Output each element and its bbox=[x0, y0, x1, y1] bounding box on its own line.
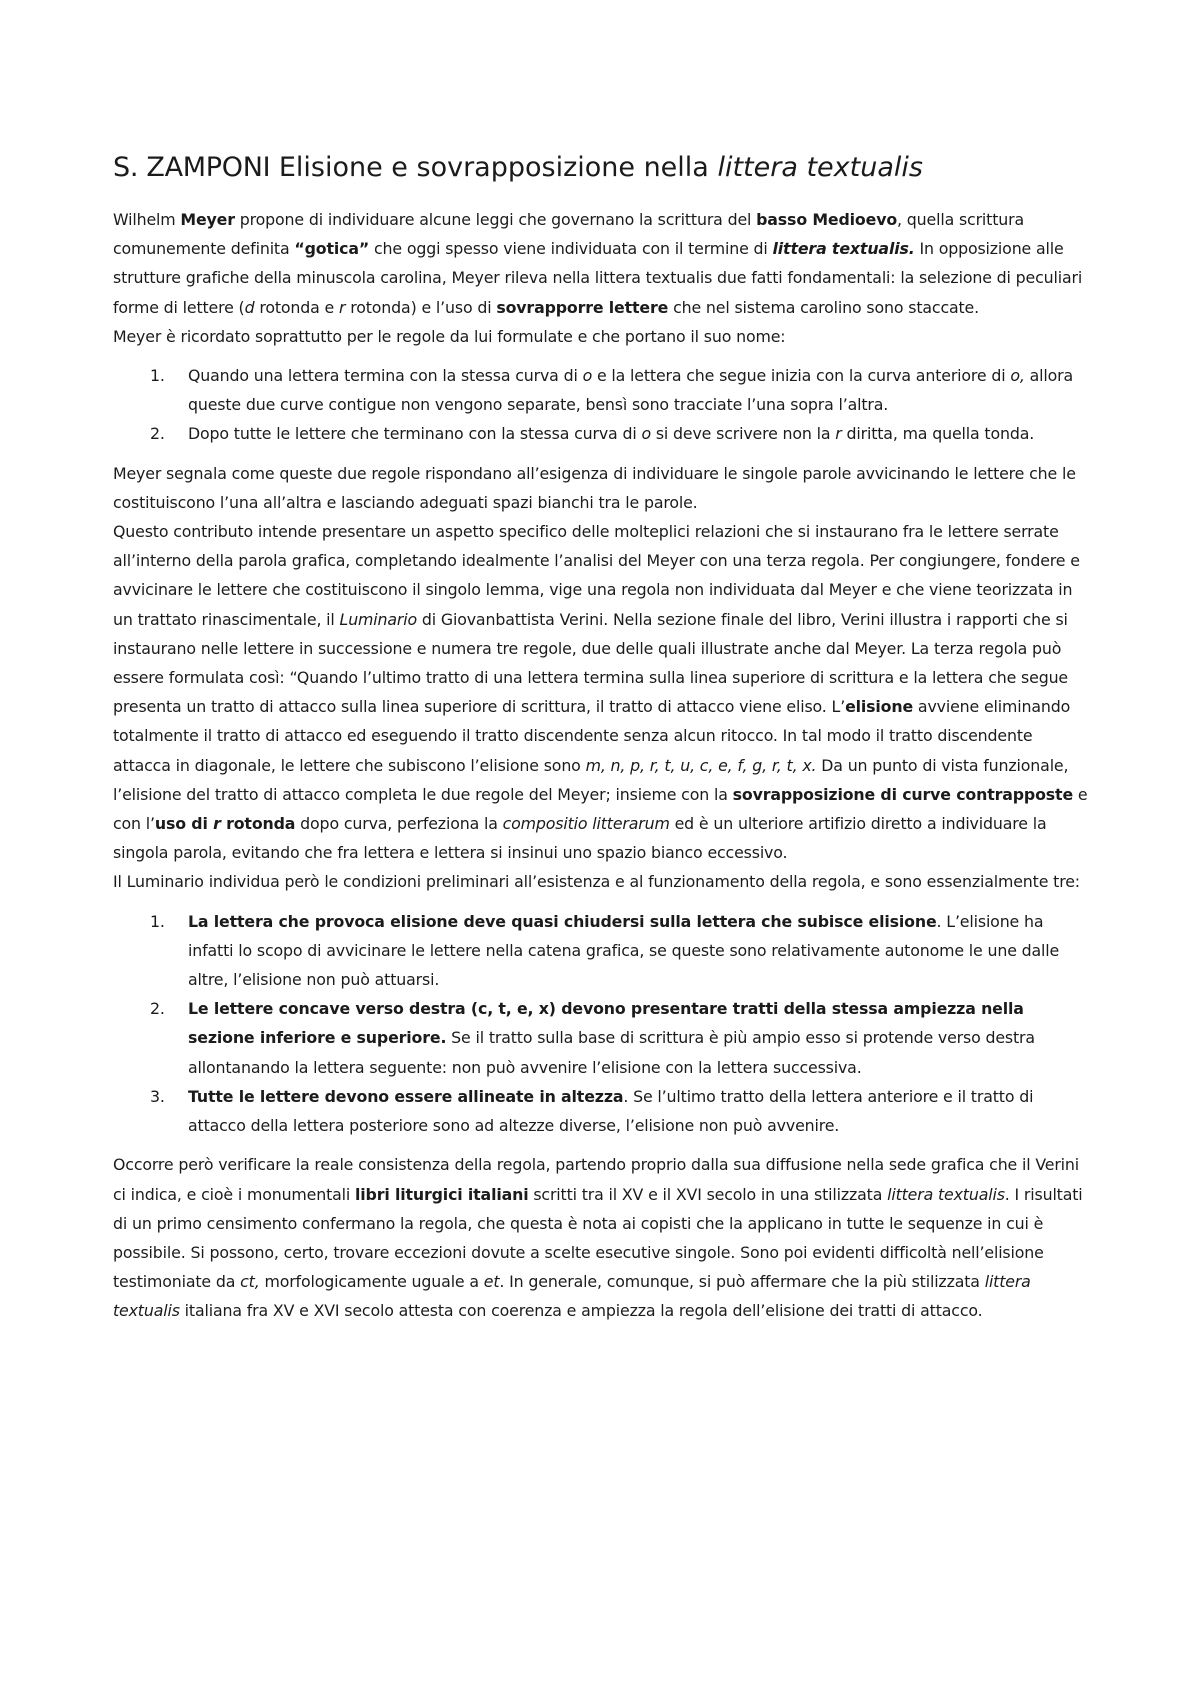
bold-span: uso di bbox=[154, 814, 214, 834]
text-span: Questo contributo intende presentare un aspetto specifico delle molteplici relazioni che si instaurano fra le lettere serrate all’interno della parola grafica, completando idealmente l’analisi del Meyer con una terza regola. Per congiungere, fondere e avvicinare le lettere che costituiscono il singolo lemma, vige una regola non individuata dal Meyer e che viene teorizzata in un trattato rinascimentale, il bbox=[113, 522, 1080, 629]
list-number: 2. bbox=[150, 424, 165, 444]
text-span: Quando una lettera termina con la stessa curva di bbox=[188, 366, 583, 386]
italic-span: r bbox=[339, 297, 346, 317]
text-span: rotonda e bbox=[254, 297, 339, 317]
italic-span: Luminario bbox=[339, 609, 418, 629]
bold-span: Le lettere concave verso destra (c, t, e, x) devono presentare tratti della stessa ampiezza nella sezione inferiore e superiore. bbox=[188, 999, 1024, 1048]
list-number: 2. bbox=[150, 999, 165, 1019]
bold-span: Meyer bbox=[180, 210, 235, 229]
italic-span: compositio litterarum bbox=[502, 814, 670, 834]
paragraph-5: Il Luminario individua però le condizioni preliminari all’esistenza e al funzionamento della regola, e sono essenzialmente tre: bbox=[113, 872, 1080, 892]
italic-span: littera textualis bbox=[887, 1184, 1005, 1204]
meyer-rules-list bbox=[113, 361, 1091, 449]
text-span: . L’elisione ha infatti lo scopo di avvicinare le lettere nella catena grafica, se queste sono relativamente autonome le une dalle altre, l’elisione non può attuarsi. bbox=[188, 911, 1060, 990]
italic-span: d bbox=[244, 297, 255, 317]
text-span: di Giovanbattista Verini. Nella sezione finale del libro, Verini illustra i rapporti che si instaurano nelle lettere in successione e numera tre regole, due delle quali illustrate anche dal Meyer. La terza regola può essere formulata così: “Quando l’ultimo tratto di una lettera termina sulla linea superiore di scrittura e la lettera che segue presenta un tratto di attacco sulla linea superiore di scrittura, il tratto di attacco viene eliso. L’ bbox=[113, 609, 1069, 717]
bold-span: sovrapposizione di curve contrapposte bbox=[732, 784, 1074, 804]
paragraph-4 bbox=[113, 517, 1091, 867]
italic-span: o bbox=[582, 366, 593, 386]
italic-span: o, bbox=[1010, 366, 1025, 386]
text-span: Se il tratto sulla base di scrittura è più ampio esso si protende verso destra allontanando la lettera seguente: non può avvenire l’elisione con la lettera successiva. bbox=[188, 1028, 1035, 1077]
text-span: Da un punto di vista funzionale, l’elisione del tratto di attacco completa le due regole del Meyer; insieme con la bbox=[113, 755, 1069, 804]
text-span: ed è un ulteriore artifizio diretto a individuare la singola parola, evitando che fra lettera e lettera si insinui uno spazio bianco eccessivo. bbox=[113, 814, 1047, 863]
list-number: 3. bbox=[150, 1086, 165, 1106]
document-title bbox=[113, 150, 1093, 186]
paragraph-1 bbox=[113, 205, 1091, 322]
text-span: dopo curva, perfeziona la bbox=[295, 814, 503, 834]
text-span: Dopo tutte le lettere che terminano con la stessa curva di bbox=[188, 424, 642, 444]
text-span: che oggi spesso viene individuata con il termine di bbox=[369, 239, 773, 259]
title-italic: littera textualis bbox=[717, 152, 923, 183]
section-meyer bbox=[113, 205, 1091, 1326]
list-item bbox=[113, 419, 1091, 448]
bold-italic-span: littera textualis. bbox=[772, 239, 915, 259]
text-span: rotonda) e l’uso di bbox=[345, 297, 497, 317]
text-span: In opposizione alle strutture grafiche della minuscola carolina, Meyer rileva nella littera textualis due fatti fondamentali: la selezione di peculiari forme di lettere ( bbox=[113, 239, 1083, 317]
text-span: avviene eliminando totalmente il tratto di attacco ed eseguendo il tratto discendente senza alcun ritocco. In tal modo il tratto discendente attacca in diagonale, le lettere che subiscono l’elisione sono bbox=[113, 697, 1071, 775]
list-item bbox=[113, 994, 1091, 1082]
title-author: S. ZAMPONI bbox=[113, 152, 271, 183]
bold-span: “gotica” bbox=[294, 239, 370, 259]
list-item bbox=[113, 907, 1091, 995]
italic-span: r bbox=[835, 424, 842, 444]
paragraph-3: Meyer segnala come queste due regole rispondano all’esigenza di individuare le singole parole avvicinando le lettere che le costituiscono l’una all’altra e lasciando adeguati spazi bianchi tra le parole. bbox=[113, 463, 1076, 512]
text-span: . I risultati di un primo censimento confermano la regola, che questa è nota ai copisti che la applicano in tutte le sequenze in cui è possibile. Si possono, certo, trovare eccezioni dovute a scelte esecutive singole. Sono poi evidenti difficoltà nell’elisione testimoniate da bbox=[113, 1184, 1083, 1292]
bold-span: libri liturgici italiani bbox=[355, 1184, 529, 1204]
bold-span: Tutte le lettere devono essere allineate in altezza bbox=[188, 1086, 624, 1106]
bold-span: basso Medioevo bbox=[756, 210, 898, 229]
text-span: si deve scrivere non la bbox=[650, 424, 836, 444]
italic-span: o bbox=[641, 424, 651, 444]
text-span: Occorre però verificare la reale consistenza della regola, partendo proprio dalla sua diffusione nella sede grafica che il Verini ci indica, e cioè i monumentali bbox=[113, 1155, 1080, 1204]
text-span: e la lettera che segue inizia con la curva anteriore di bbox=[592, 366, 1011, 386]
text-span: , quella scrittura comunemente definita bbox=[113, 210, 1025, 259]
list-item bbox=[113, 1082, 1091, 1140]
text-span: . Se l’ultimo tratto della lettera anteriore e il tratto di attacco della lettera posteriore sono ad altezze diverse, l’elisione non può avvenire. bbox=[188, 1086, 1034, 1136]
text-span: e con l’ bbox=[113, 784, 1088, 834]
text-span: che nel sistema carolino sono staccate. bbox=[668, 297, 979, 317]
paragraph-2: Meyer è ricordato soprattutto per le regole da lui formulate e che portano il suo nome: bbox=[113, 326, 786, 346]
text-span: italiana fra XV e XVI secolo attesta con coerenza e ampiezza la regola dell’elisione dei tratti di attacco. bbox=[179, 1301, 983, 1321]
italic-span: littera textualis bbox=[113, 1272, 1031, 1321]
text-span: diritta, ma quella tonda. bbox=[841, 424, 1035, 444]
italic-span: et bbox=[483, 1272, 500, 1292]
bold-span: rotonda bbox=[220, 814, 296, 834]
text-span: propone di individuare alcune leggi che governano la scrittura del bbox=[234, 210, 757, 229]
text-span: allora queste due curve contigue non vengono separate, bensì sono tracciate l’una sopra l’altra. bbox=[188, 366, 1074, 415]
italic-span: ct, bbox=[240, 1272, 260, 1292]
bold-italic-span: r bbox=[213, 814, 221, 834]
conditions-list bbox=[113, 907, 1091, 1141]
bold-span: La lettera che provoca elisione deve quasi chiudersi sulla lettera che subisce elisione bbox=[188, 911, 937, 931]
text-span: . In generale, comunque, si può affermare che la più stilizzata bbox=[499, 1272, 985, 1292]
text-span: Wilhelm bbox=[113, 210, 181, 229]
paragraph-6 bbox=[113, 1150, 1091, 1325]
text-span: morfologicamente uguale a bbox=[259, 1272, 484, 1292]
bold-span: sovrapporre lettere bbox=[496, 297, 669, 317]
italic-span: m, n, p, r, t, u, c, e, f, g, r, t, x. bbox=[585, 755, 817, 775]
list-item bbox=[113, 361, 1091, 419]
text-span: scritti tra il XV e il XVI secolo in una stilizzata bbox=[528, 1184, 888, 1204]
bold-span: elisione bbox=[845, 697, 914, 717]
title-text: Elisione e sovrapposizione nella bbox=[270, 152, 718, 183]
list-number: 1. bbox=[150, 366, 165, 386]
list-number: 1. bbox=[150, 911, 165, 931]
